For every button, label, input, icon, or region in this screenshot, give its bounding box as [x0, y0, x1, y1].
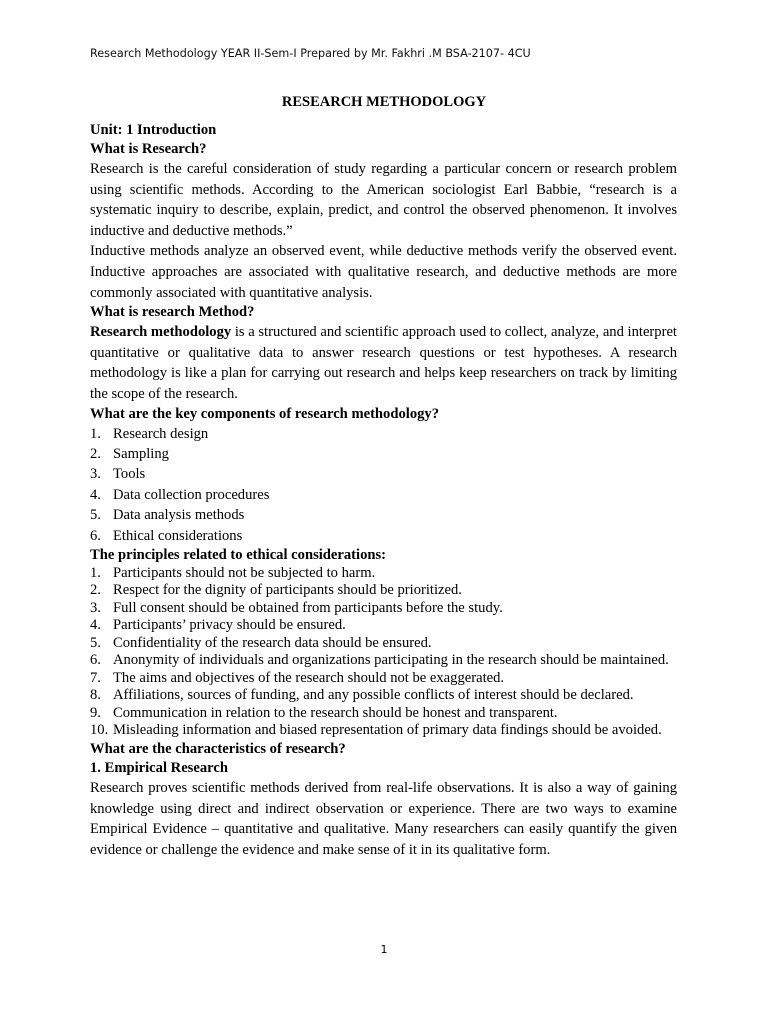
list-item-number: 6. — [90, 652, 101, 669]
paragraph-research-definition: Research is the careful consideration of study regarding a particular concern or research problem using scientific methods. According to the American sociologist Earl Babbie, “research is a systematic inquiry to describe, explain, predict, and control the observed phenomenon. It involves inductive and deductive methods.” — [90, 161, 677, 239]
section-heading-ethics: The principles related to ethical considerations: — [90, 546, 387, 563]
list-item — [90, 464, 677, 484]
list-item — [90, 705, 677, 723]
ethics-list — [90, 565, 677, 740]
list-item — [90, 424, 677, 444]
components-list — [90, 424, 677, 546]
sub-heading-empirical-research: 1. Empirical Research — [90, 759, 228, 776]
list-item — [90, 485, 677, 505]
list-item — [90, 505, 677, 525]
list-item — [90, 565, 677, 583]
list-item-text: Affiliations, sources of funding, and any possible conflicts of interest should be declared. — [113, 687, 634, 704]
list-item-text: Confidentiality of the research data should be ensured. — [113, 634, 432, 651]
list-item-number: 10. — [90, 722, 109, 739]
list-item-number: 1. — [90, 564, 101, 581]
list-item-text: Sampling — [113, 445, 169, 462]
list-item-number: 8. — [90, 687, 101, 704]
list-item-number: 6. — [90, 527, 101, 544]
document-body — [90, 121, 677, 860]
list-item — [90, 635, 677, 653]
list-item-text: Participants’ privacy should be ensured. — [113, 617, 346, 634]
list-item-number: 3. — [90, 599, 101, 616]
section-heading-characteristics: What are the characteristics of research? — [90, 740, 346, 757]
list-item-text: Anonymity of individuals and organizations participating in the research should be maintained. — [113, 652, 669, 669]
document-title: RESEARCH METHODOLOGY — [281, 94, 487, 110]
paragraph-research-methodology — [90, 322, 677, 404]
list-item-text: Respect for the dignity of participants should be prioritized. — [113, 582, 462, 599]
list-item-text: The aims and objectives of the research should not be exaggerated. — [113, 669, 505, 686]
page-header: Research Methodology YEAR II-Sem-I Prepared by Mr. Fakhri .M BSA-2107- 4CU — [90, 47, 531, 60]
page-number: 1 — [380, 943, 388, 956]
list-item — [90, 670, 677, 688]
list-item-number: 1. — [90, 425, 101, 442]
list-item-number: 9. — [90, 704, 101, 721]
paragraph-text: is a structured and scientific approach used to collect, analyze, and interpret quantitative or qualitative data to answer research questions or test hypotheses. A research methodology is like a plan for carrying out research and helps keep researchers on track by limiting the scope of the research. — [90, 324, 677, 402]
list-item — [90, 652, 677, 670]
list-item — [90, 600, 677, 618]
list-item — [90, 687, 677, 705]
list-item-number: 2. — [90, 582, 101, 599]
list-item-number: 7. — [90, 669, 101, 686]
list-item-text: Communication in relation to the research should be honest and transparent. — [113, 704, 558, 721]
list-item-text: Ethical considerations — [113, 527, 243, 544]
paragraph-empirical-research: Research proves scientific methods derived from real-life observations. It is also a way of gaining knowledge using direct and indirect observation or experience. There are two ways to examine Empirical Evidence – quantitative and qualitative. Many researchers can easily quantify the given evidence or challenge the evidence and make sense of it in its qualitative form. — [90, 779, 677, 858]
list-item-number: 5. — [90, 634, 101, 651]
list-item-text: Research design — [113, 425, 209, 442]
list-item-text: Full consent should be obtained from participants before the study. — [113, 599, 503, 616]
list-item-text: Misleading information and biased representation of primary data findings should be avoided. — [113, 722, 662, 739]
list-item — [90, 526, 677, 546]
list-item-number: 2. — [90, 445, 101, 462]
section-heading-components: What are the key components of research methodology? — [90, 405, 440, 422]
list-item-number: 4. — [90, 617, 101, 634]
bold-term: Research methodology — [90, 324, 232, 341]
section-heading-what-is-research: What is Research? — [90, 141, 207, 157]
paragraph-inductive-deductive: Inductive methods analyze an observed event, while deductive methods verify the observed event. Inductive approaches are associated with qualitative research, and deductive methods are more commonly associated with quantitative analysis. — [90, 243, 677, 301]
list-item-text: Participants should not be subjected to harm. — [113, 564, 376, 581]
unit-heading: Unit: 1 Introduction — [90, 122, 217, 138]
list-item — [90, 444, 677, 464]
list-item-text: Tools — [113, 466, 146, 483]
list-item-number: 4. — [90, 486, 101, 503]
section-heading-research-method: What is research Method? — [90, 304, 255, 321]
list-item-number: 3. — [90, 466, 101, 483]
list-item-text: Data analysis methods — [113, 507, 245, 524]
list-item-number: 5. — [90, 507, 101, 524]
list-item — [90, 582, 677, 600]
list-item — [90, 617, 677, 635]
list-item — [90, 722, 677, 740]
list-item-text: Data collection procedures — [113, 486, 270, 503]
